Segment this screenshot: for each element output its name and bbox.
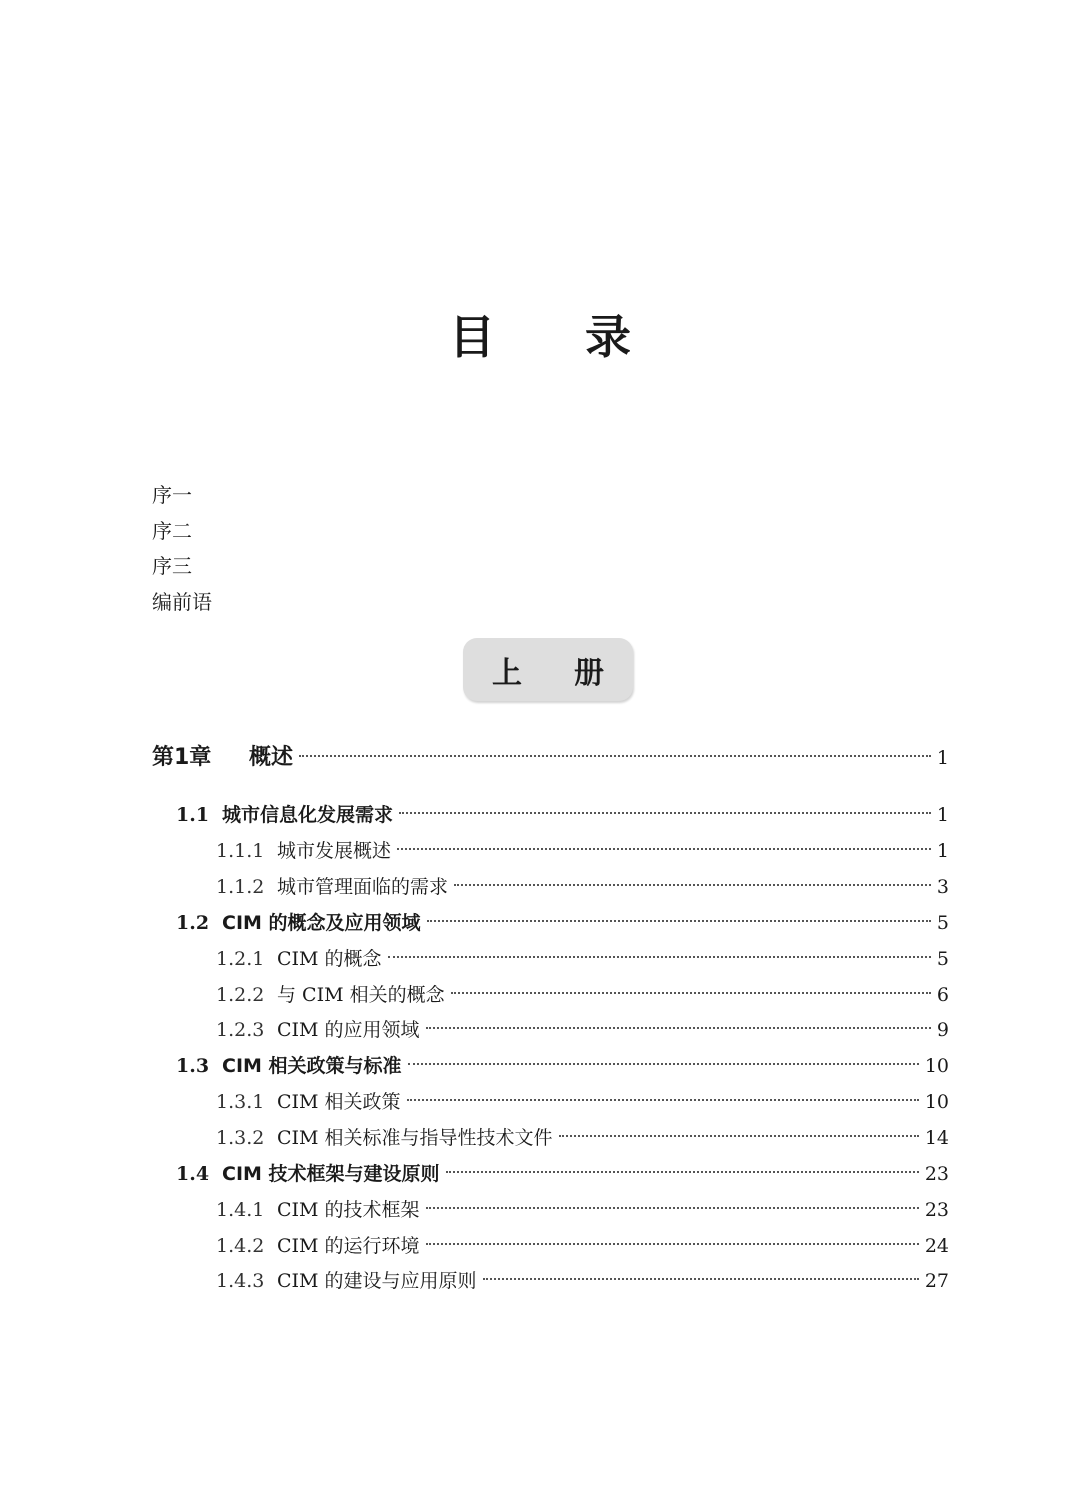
page-number: 10 [924,1055,949,1077]
dot-leader [408,1063,919,1065]
subsection-number: 1.2.3 [216,1019,265,1041]
page-number: 9 [936,1019,949,1041]
toc-subsection[interactable] [216,1263,949,1299]
chapter-title: 概述 [249,745,294,770]
toc-subsection[interactable] [216,977,949,1013]
subsection-title: CIM 的运行环境 [277,1235,420,1257]
dot-leader [426,1243,919,1245]
subsection-title: 城市发展概述 [277,840,392,862]
section-title: 城市信息化发展需求 [222,804,394,826]
dot-leader [299,755,931,757]
page-number: 3 [936,876,949,898]
subsection-title: CIM 相关标准与指导性技术文件 [277,1127,553,1149]
dot-leader [397,848,931,850]
page-number: 27 [924,1270,949,1292]
subsection-title: CIM 的技术框架 [277,1199,420,1221]
subsection-number: 1.1.2 [216,876,265,898]
toc-chapter[interactable] [152,740,949,776]
front-matter-item[interactable]: 编前语 [152,589,212,614]
dot-leader [426,1027,931,1029]
front-matter-list [152,478,212,620]
subsection-number: 1.3.2 [216,1127,265,1149]
page-number: 23 [924,1199,949,1221]
toc-subsection[interactable] [216,1084,949,1120]
subsection-number: 1.2.1 [216,948,265,970]
toc-section[interactable] [176,1048,949,1084]
subsection-title: 与 CIM 相关的概念 [277,984,445,1006]
page-number: 1 [936,747,949,769]
subsection-number: 1.3.1 [216,1091,265,1113]
dot-leader [426,1207,919,1209]
page-number: 23 [924,1163,949,1185]
page-number: 14 [924,1127,949,1149]
subsection-number: 1.4.2 [216,1235,265,1257]
section-title: CIM 的概念及应用领域 [222,912,421,934]
toc-subsection[interactable] [216,1120,949,1156]
subsection-title: 城市管理面临的需求 [277,876,449,898]
dot-leader [399,812,931,814]
page-number: 24 [924,1235,949,1257]
toc-subsection[interactable] [216,869,949,905]
page-number: 5 [936,948,949,970]
toc-subsection[interactable] [216,1012,949,1048]
volume-badge-part1: 上 [492,655,522,691]
dot-leader [454,884,931,886]
subsection-number: 1.2.2 [216,984,265,1006]
front-matter-item[interactable]: 序三 [152,554,192,578]
section-number: 1.2 [176,912,210,934]
subsection-number: 1.1.1 [216,840,265,862]
page-number: 6 [936,984,949,1006]
section-number: 1.4 [176,1163,210,1185]
dot-leader [451,992,931,994]
subsection-title: CIM 的应用领域 [277,1019,420,1041]
toc-subsection[interactable] [216,833,949,869]
toc-section[interactable] [176,797,949,833]
page-title [0,306,1080,368]
front-matter-item[interactable]: 序一 [152,483,192,507]
chapter-number: 第1章 [152,745,212,770]
toc-section[interactable] [176,1156,949,1192]
section-number: 1.1 [176,804,210,826]
subsection-title: CIM 相关政策 [277,1091,401,1113]
toc-subsection[interactable] [216,941,949,977]
dot-leader [446,1171,919,1173]
subsection-number: 1.4.1 [216,1199,265,1221]
volume-badge [463,638,633,701]
dot-leader [407,1099,919,1101]
page-title-part1: 目 [449,310,495,364]
page-number: 5 [936,912,949,934]
front-matter-item[interactable]: 序二 [152,518,192,543]
section-number: 1.3 [176,1055,210,1077]
subsection-title: CIM 的概念 [277,948,382,970]
toc-section[interactable] [176,905,949,941]
dot-leader [483,1278,919,1280]
page-number: 1 [936,840,949,862]
page-number: 10 [924,1091,949,1113]
dot-leader [388,956,931,958]
section-title: CIM 相关政策与标准 [222,1055,402,1077]
toc-subsection[interactable] [216,1228,949,1264]
toc-subsection[interactable] [216,1192,949,1228]
section-title: CIM 技术框架与建设原则 [222,1163,440,1185]
subsection-number: 1.4.3 [216,1270,265,1292]
dot-leader [427,920,931,922]
dot-leader [559,1135,919,1137]
subsection-title: CIM 的建设与应用原则 [277,1270,477,1292]
volume-badge-part2: 册 [574,655,604,691]
page-title-part2: 录 [585,310,631,364]
page-number: 1 [936,804,949,826]
